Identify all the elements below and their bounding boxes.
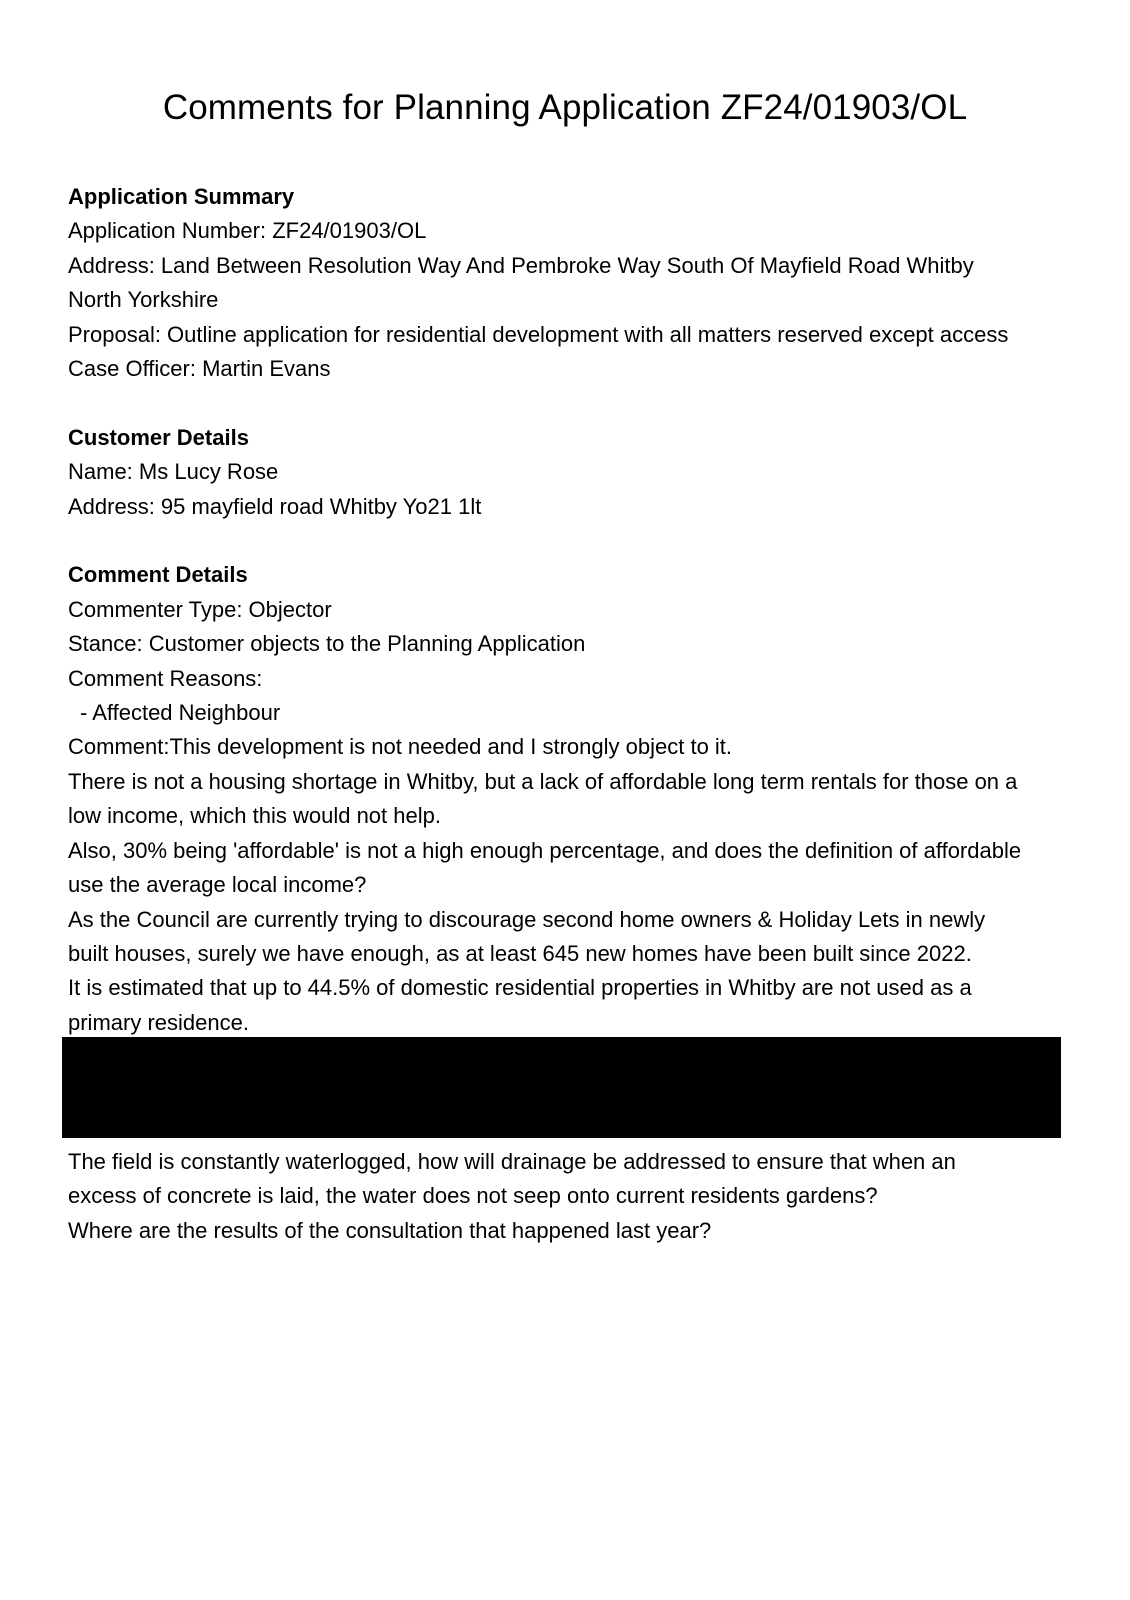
comment-reasons-label: Comment Reasons: xyxy=(68,665,263,691)
comment-text-line: primary residence. xyxy=(68,1009,249,1035)
comment-text-line: Also, 30% being 'affordable' is not a high enough percentage, and does the definition of affordable xyxy=(68,837,1022,863)
application-number: Application Number: ZF24/01903/OL xyxy=(68,218,427,244)
case-officer: Case Officer: Martin Evans xyxy=(68,356,331,382)
application-summary-heading: Application Summary xyxy=(68,184,295,209)
redaction-block xyxy=(62,1037,1061,1138)
page-title: Comments for Planning Application ZF24/01903/OL xyxy=(162,88,968,127)
comment-text-line: Comment:This development is not needed and I strongly object to it. xyxy=(68,734,733,760)
stance: Stance: Customer objects to the Planning Application xyxy=(68,631,586,657)
comment-continuation xyxy=(68,1145,1068,1248)
application-address: Address: Land Between Resolution Way And Pembroke Way South Of Mayfield Road Whitby xyxy=(68,252,974,278)
application-proposal: Proposal: Outline application for residential development with all matters reserved except access xyxy=(68,321,1009,347)
customer-address: Address: 95 mayfield road Whitby Yo21 1lt xyxy=(68,493,482,519)
comment-text-line: There is not a housing shortage in Whitby, but a lack of affordable long term rentals for those on a xyxy=(68,768,1018,794)
comment-text-line: As the Council are currently trying to discourage second home owners & Holiday Lets in newly xyxy=(68,906,986,932)
comment-text-line: excess of concrete is laid, the water does not seep onto current residents gardens? xyxy=(68,1183,878,1209)
commenter-type: Commenter Type: Objector xyxy=(68,596,332,622)
comment-text-line: built houses, surely we have enough, as at least 645 new homes have been built since 2022. xyxy=(68,940,972,966)
comment-details-heading: Comment Details xyxy=(68,562,248,588)
document-body xyxy=(68,180,1068,1040)
comment-text-line: low income, which this would not help. xyxy=(68,803,441,829)
section-spacer xyxy=(68,386,1068,420)
comment-reason-item: - Affected Neighbour xyxy=(80,700,281,726)
comment-text-line: use the average local income? xyxy=(68,872,367,898)
section-spacer xyxy=(68,524,1068,558)
customer-details-heading: Customer Details xyxy=(68,424,249,450)
application-address-continued: North Yorkshire xyxy=(68,287,219,313)
customer-name: Name: Ms Lucy Rose xyxy=(68,459,279,485)
comment-text-line: It is estimated that up to 44.5% of domestic residential properties in Whitby are not used as a xyxy=(68,975,972,1001)
comment-text-line: Where are the results of the consultation that happened last year? xyxy=(68,1217,712,1243)
comment-text-line: The field is constantly waterlogged, how will drainage be addressed to ensure that when an xyxy=(68,1149,956,1174)
